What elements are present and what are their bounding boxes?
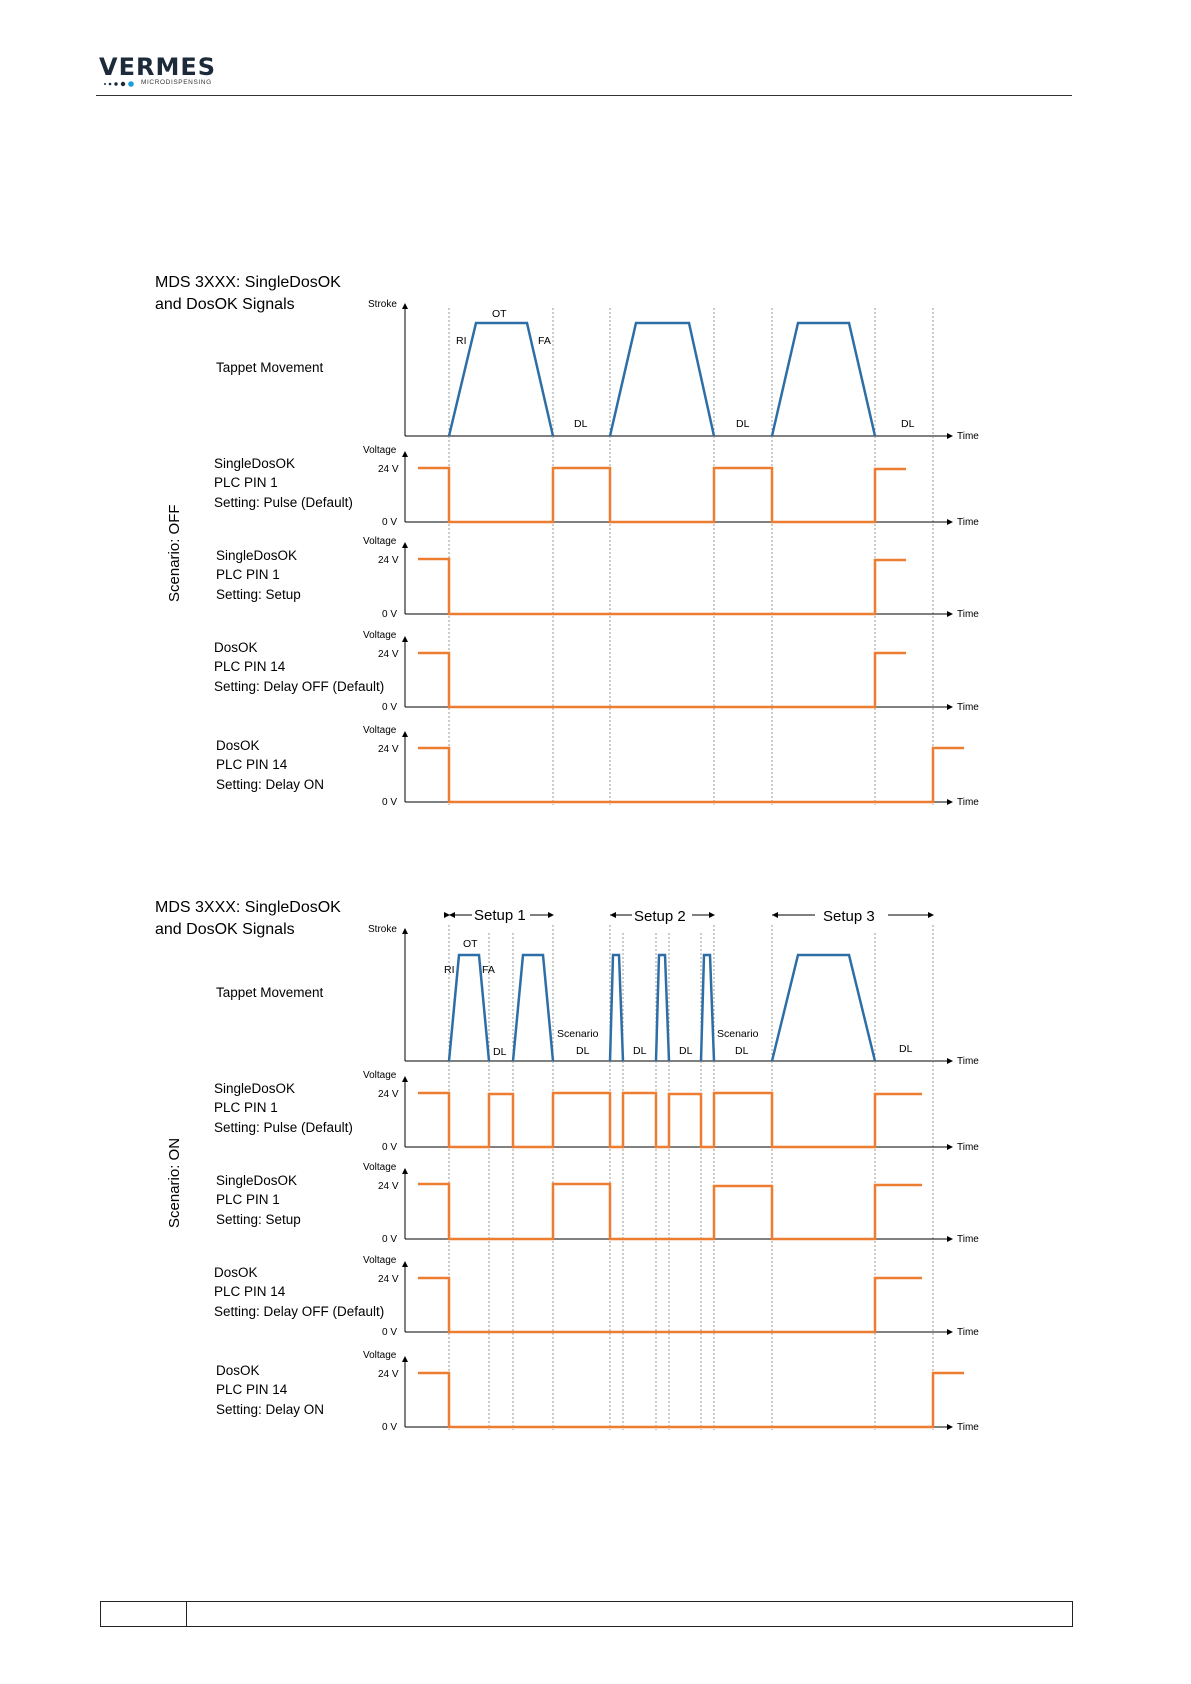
signal-1-pin: PLC PIN 1 xyxy=(214,1100,278,1115)
signal-4-voltage-label: Voltage xyxy=(363,1350,397,1361)
signal-2-high: 24 V xyxy=(378,1181,399,1192)
signal-3-setting: Setting: Delay OFF (Default) xyxy=(214,1304,385,1319)
signal-4-waveform xyxy=(418,1373,964,1427)
signal-2-pin: PLC PIN 1 xyxy=(216,567,280,582)
signal-4-low: 0 V xyxy=(382,1422,398,1433)
signal-4-name: DosOK xyxy=(216,1363,260,1378)
annot-dl-5: DL xyxy=(735,1045,749,1057)
signal-2-name: SingleDosOK xyxy=(216,1173,298,1188)
signal-1-low: 0 V xyxy=(382,1142,398,1153)
footer-cell-right xyxy=(187,1602,1072,1626)
signal-3-voltage-label: Voltage xyxy=(363,1255,397,1266)
signal-2-waveform xyxy=(418,559,906,614)
signal-2-time-label: Time xyxy=(957,609,979,620)
annot-dl-2: DL xyxy=(576,1045,590,1057)
signal-1-pin: PLC PIN 1 xyxy=(214,475,278,490)
diagram-title-line1: MDS 3XXX: SingleDosOK xyxy=(155,274,341,291)
annot-fa: FA xyxy=(538,335,551,347)
signal-1-voltage-label: Voltage xyxy=(363,445,397,456)
scenario-label: Scenario: ON xyxy=(166,1137,183,1228)
setup-2-label: Setup 2 xyxy=(634,908,686,925)
tappet-time-label: Time xyxy=(957,431,979,442)
signal-3-name: DosOK xyxy=(214,640,258,655)
annot-dl-3: DL xyxy=(633,1045,647,1057)
signal-3-time-label: Time xyxy=(957,1327,979,1338)
scenario-label: Scenario: OFF xyxy=(166,504,183,602)
signal-4-setting: Setting: Delay ON xyxy=(216,777,325,792)
tappet-label: Tappet Movement xyxy=(216,985,324,1000)
footer-table xyxy=(100,1601,1073,1627)
timing-diagram-scenario-on xyxy=(0,885,1191,1445)
signal-4-voltage-label: Voltage xyxy=(363,725,397,736)
signal-2-voltage-label: Voltage xyxy=(363,536,397,547)
setup-3-label: Setup 3 xyxy=(823,908,875,925)
diagram-title-line2: and DosOK Signals xyxy=(155,921,295,938)
signal-2-low: 0 V xyxy=(382,609,398,620)
signal-4-name: DosOK xyxy=(216,738,260,753)
signal-3-low: 0 V xyxy=(382,702,398,713)
signal-1-time-label: Time xyxy=(957,517,979,528)
annot-dl-2: DL xyxy=(736,418,750,430)
signal-1-high: 24 V xyxy=(378,464,399,475)
signal-1-high: 24 V xyxy=(378,1089,399,1100)
signal-2-voltage-label: Voltage xyxy=(363,1162,397,1173)
signal-3-waveform xyxy=(418,1278,922,1332)
timing-diagram-scenario-off xyxy=(0,260,1191,820)
signal-4-high: 24 V xyxy=(378,1369,399,1380)
signal-2-name: SingleDosOK xyxy=(216,548,298,563)
logo-dots-icon xyxy=(103,80,139,88)
signal-4-setting: Setting: Delay ON xyxy=(216,1402,325,1417)
annot-dl-3: DL xyxy=(901,418,915,430)
signal-3-time-label: Time xyxy=(957,702,979,713)
annot-scenario-1: Scenario xyxy=(557,1028,599,1040)
signal-1-waveform xyxy=(418,468,906,522)
signal-4-waveform xyxy=(418,748,964,802)
diagram-title-line1: MDS 3XXX: SingleDosOK xyxy=(155,899,341,916)
signal-4-time-label: Time xyxy=(957,1422,979,1433)
signal-2-setting: Setting: Setup xyxy=(216,1212,301,1227)
footer-cell-left xyxy=(101,1602,187,1626)
header-rule xyxy=(96,95,1072,96)
signal-4-pin: PLC PIN 14 xyxy=(216,757,288,772)
annot-ri: RI xyxy=(444,964,455,976)
setup-1-arrow-left xyxy=(449,912,455,918)
signal-4-high: 24 V xyxy=(378,744,399,755)
signal-4-time-label: Time xyxy=(957,797,979,808)
signal-2-waveform xyxy=(418,1184,922,1239)
signal-3-pin: PLC PIN 14 xyxy=(214,659,286,674)
signal-3-waveform xyxy=(418,653,906,707)
signal-3-pin: PLC PIN 14 xyxy=(214,1284,286,1299)
annot-ri: RI xyxy=(456,335,467,347)
tappet-label: Tappet Movement xyxy=(216,360,324,375)
signal-4-low: 0 V xyxy=(382,797,398,808)
signal-3-voltage-label: Voltage xyxy=(363,630,397,641)
guide-lines xyxy=(449,308,933,805)
signal-3-low: 0 V xyxy=(382,1327,398,1338)
logo-subtext: MICRODISPENSING xyxy=(141,79,212,86)
logo-wordmark: VERMES xyxy=(99,53,217,81)
signal-1-waveform xyxy=(418,1093,922,1147)
annot-dl-1: DL xyxy=(574,418,588,430)
signal-1-time-label: Time xyxy=(957,1142,979,1153)
annot-dl-1: DL xyxy=(493,1046,507,1058)
signal-1-low: 0 V xyxy=(382,517,398,528)
annot-ot: OT xyxy=(492,308,507,320)
signal-3-setting: Setting: Delay OFF (Default) xyxy=(214,679,385,694)
signal-3-name: DosOK xyxy=(214,1265,258,1280)
setup-3-arrow-left xyxy=(772,912,778,918)
tappet-curve xyxy=(449,323,875,436)
signal-2-low: 0 V xyxy=(382,1234,398,1245)
signal-3-high: 24 V xyxy=(378,1274,399,1285)
annot-fa: FA xyxy=(482,964,495,976)
annot-dl-4: DL xyxy=(679,1045,693,1057)
signal-1-name: SingleDosOK xyxy=(214,1081,296,1096)
signal-2-pin: PLC PIN 1 xyxy=(216,1192,280,1207)
annot-scenario-2: Scenario xyxy=(717,1028,759,1040)
signal-2-setting: Setting: Setup xyxy=(216,587,301,602)
signal-2-time-label: Time xyxy=(957,1234,979,1245)
signal-1-name: SingleDosOK xyxy=(214,456,296,471)
diagram-title-line2: and DosOK Signals xyxy=(155,296,295,313)
signal-4-pin: PLC PIN 14 xyxy=(216,1382,288,1397)
annot-ot: OT xyxy=(463,938,478,950)
setup-1-label: Setup 1 xyxy=(474,907,526,924)
stroke-axis-label: Stroke xyxy=(368,924,397,935)
stroke-axis-label: Stroke xyxy=(368,299,397,310)
signal-2-high: 24 V xyxy=(378,555,399,566)
annot-dl-6: DL xyxy=(899,1043,913,1055)
signal-1-setting: Setting: Pulse (Default) xyxy=(214,495,353,510)
signal-1-voltage-label: Voltage xyxy=(363,1070,397,1081)
setup-2-arrow-left xyxy=(610,912,616,918)
signal-1-setting: Setting: Pulse (Default) xyxy=(214,1120,353,1135)
vermes-logo xyxy=(99,54,229,88)
tappet-time-label: Time xyxy=(957,1056,979,1067)
signal-3-high: 24 V xyxy=(378,649,399,660)
